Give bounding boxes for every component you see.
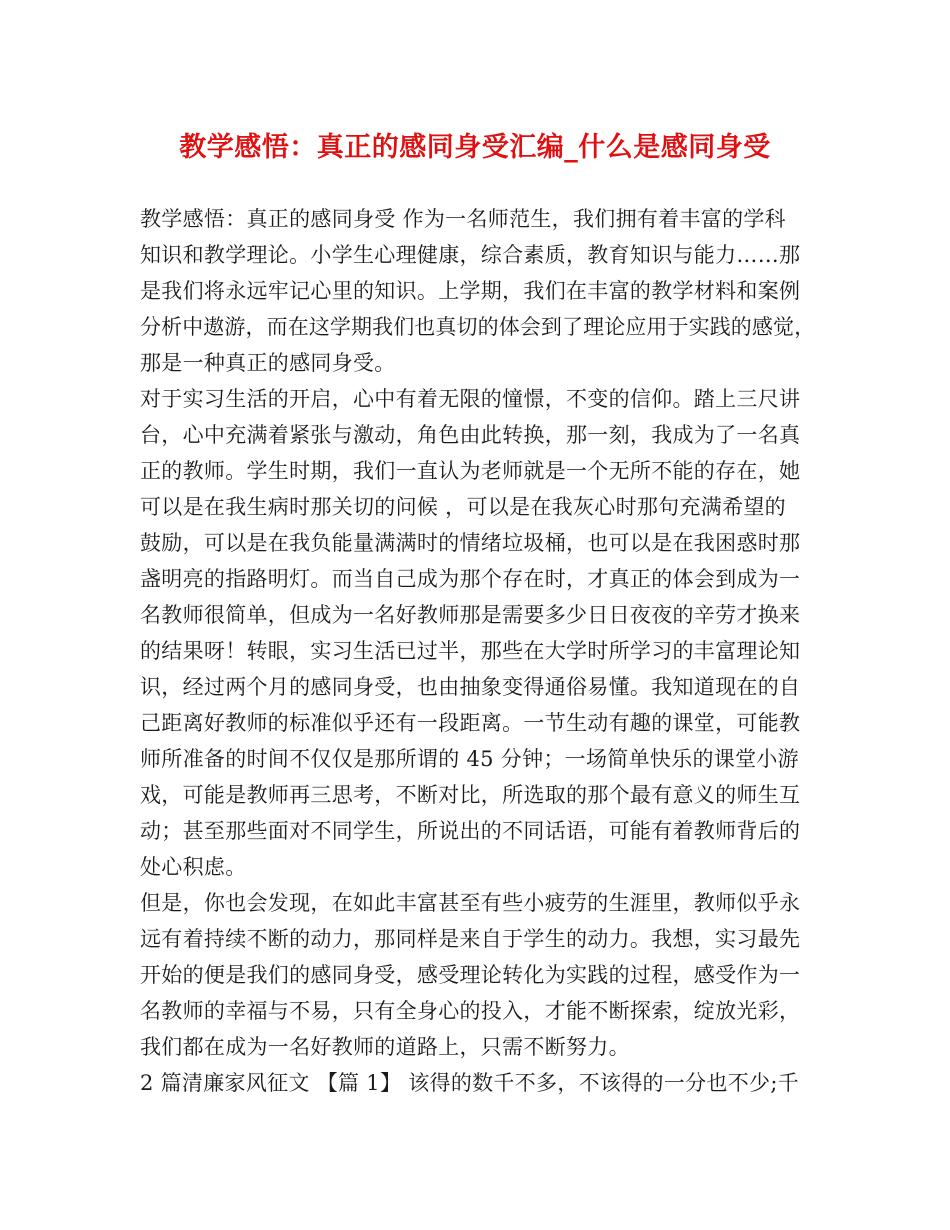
- text-line: 分析中遨游，而在这学期我们也真切的体会到了理论应用于实践的感觉，: [140, 315, 816, 339]
- text-line: 的结果呀！转眼，实习生活已过半，那些在大学时所学习的丰富理论知: [140, 639, 801, 663]
- text-line: 教学感悟：真正的感同身受 作为一名师范生，我们拥有着丰富的学科: [140, 207, 786, 231]
- document-body: [140, 201, 816, 1101]
- text-line: 对于实习生活的开启，心中有着无限的憧憬，不变的信仰。踏上三尺讲: [140, 387, 801, 411]
- text-line: 名教师的幸福与不易，只有全身心的投入，才能不断探索，绽放光彩，: [140, 999, 801, 1023]
- text-line: 名教师很简单，但成为一名好教师那是需要多少日日夜夜的辛劳才换来: [140, 603, 801, 627]
- text-line: 2 篇清廉家风征文 【篇 1】 该得的数千不多，不该得的一分也不少;千: [140, 1071, 799, 1095]
- text-line: 那是一种真正的感同身受。: [140, 351, 396, 375]
- text-line: 远有着持续不断的动力，那同样是来自于学生的动力。我想，实习最先: [140, 927, 801, 951]
- text-line: 识，经过两个月的感同身受，也由抽象变得通俗易懂。我知道现在的自: [140, 675, 801, 699]
- text-line: 是我们将永远牢记心里的知识。上学期，我们在丰富的教学材料和案例: [140, 279, 801, 303]
- text-line: 处心积虑。: [140, 855, 247, 879]
- document-title: 教学感悟：真正的感同身受汇编_什么是感同身受: [179, 132, 771, 163]
- text-line: 但是，你也会发现，在如此丰富甚至有些小疲劳的生涯里，教师似乎永: [140, 891, 801, 915]
- text-line: 台，心中充满着紧张与激动，角色由此转换，那一刻，我成为了一名真: [140, 423, 801, 447]
- text-line: 师所准备的时间不仅仅是那所谓的 45 分钟；一场简单快乐的课堂小游: [140, 747, 799, 771]
- text-line: 正的教师。学生时期，我们一直认为老师就是一个无所不能的存在，她: [140, 459, 801, 483]
- text-line: 己距离好教师的标准似乎还有一段距离。一节生动有趣的课堂，可能教: [140, 711, 801, 735]
- text-line: 鼓励，可以是在我负能量满满时的情绪垃圾桶，也可以是在我困惑时那: [140, 531, 801, 555]
- text-line: 我们都在成为一名好教师的道路上，只需不断努力。: [140, 1035, 630, 1059]
- text-line: 开始的便是我们的感同身受，感受理论转化为实践的过程，感受作为一: [140, 963, 801, 987]
- text-line: 可以是在我生病时那关切的问候 ，可以是在我灰心时那句充满希望的: [140, 495, 786, 519]
- text-line: 动；甚至那些面对不同学生，所说出的不同话语，可能有着教师背后的: [140, 819, 801, 843]
- text-line: 戏，可能是教师再三思考，不断对比，所选取的那个最有意义的师生互: [140, 783, 801, 807]
- text-line: 盏明亮的指路明灯。而当自己成为那个存在时，才真正的体会到成为一: [140, 567, 801, 591]
- text-line: 知识和教学理论。小学生心理健康，综合素质，教育知识与能力……那: [140, 243, 801, 267]
